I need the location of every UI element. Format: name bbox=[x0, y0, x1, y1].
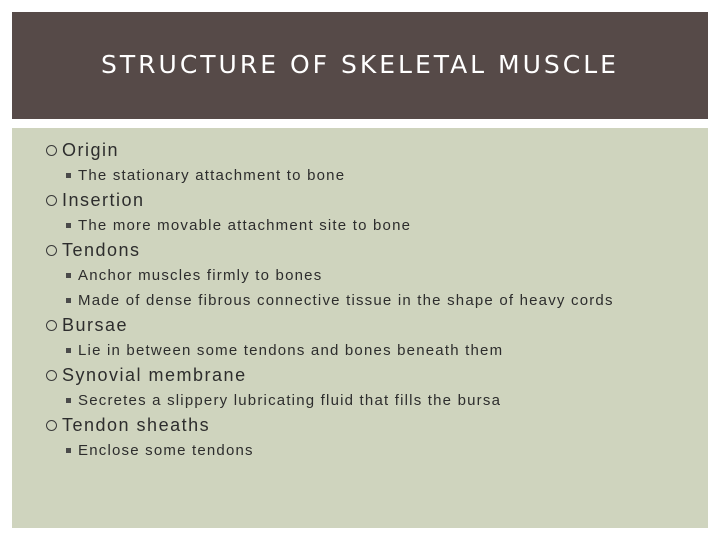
bullet-item-bursae bbox=[46, 313, 706, 338]
sub-bullet-item bbox=[46, 163, 706, 188]
sub-bullet-text: Lie in between some tendons and bones beneath them bbox=[78, 342, 504, 359]
hollow-circle-icon bbox=[46, 320, 57, 331]
sub-bullet-text: The more movable attachment site to bone bbox=[78, 217, 412, 234]
square-bullet-icon bbox=[66, 398, 71, 403]
bullet-label: Tendon sheaths bbox=[62, 415, 211, 435]
hollow-circle-icon bbox=[46, 145, 57, 156]
title-bar bbox=[12, 12, 708, 119]
bullet-label: Bursae bbox=[62, 315, 129, 335]
square-bullet-icon bbox=[66, 223, 71, 228]
bullet-label: Synovial membrane bbox=[62, 365, 247, 385]
square-bullet-icon bbox=[66, 173, 71, 178]
bullet-item-synovial-membrane bbox=[46, 363, 706, 388]
bullet-outline bbox=[46, 138, 706, 463]
square-bullet-icon bbox=[66, 348, 71, 353]
sub-bullet-text: Secretes a slippery lubricating fluid that fills the bursa bbox=[78, 392, 502, 409]
sub-bullet-text: Anchor muscles firmly to bones bbox=[78, 267, 323, 284]
bullet-label: Origin bbox=[62, 140, 120, 160]
sub-bullet-item bbox=[46, 263, 706, 288]
bullet-item-tendon-sheaths bbox=[46, 413, 706, 438]
bullet-label: Tendons bbox=[62, 240, 141, 260]
square-bullet-icon bbox=[66, 448, 71, 453]
bullet-item-origin bbox=[46, 138, 706, 163]
hollow-circle-icon bbox=[46, 420, 57, 431]
sub-bullet-item bbox=[46, 388, 706, 413]
sub-bullet-item bbox=[46, 288, 706, 313]
sub-bullet-item bbox=[46, 438, 706, 463]
square-bullet-icon bbox=[66, 298, 71, 303]
sub-bullet-item bbox=[46, 213, 706, 238]
sub-bullet-text: Made of dense fibrous connective tissue in the shape of heavy cords bbox=[78, 292, 614, 309]
square-bullet-icon bbox=[66, 273, 71, 278]
slide-title: STRUCTURE OF SKELETAL MUSCLE bbox=[101, 50, 619, 79]
bullet-label: Insertion bbox=[62, 190, 145, 210]
sub-bullet-item bbox=[46, 338, 706, 363]
bullet-item-insertion bbox=[46, 188, 706, 213]
sub-bullet-text: Enclose some tendons bbox=[78, 442, 254, 459]
bullet-item-tendons bbox=[46, 238, 706, 263]
hollow-circle-icon bbox=[46, 195, 57, 206]
sub-bullet-text: The stationary attachment to bone bbox=[78, 167, 346, 184]
hollow-circle-icon bbox=[46, 245, 57, 256]
hollow-circle-icon bbox=[46, 370, 57, 381]
